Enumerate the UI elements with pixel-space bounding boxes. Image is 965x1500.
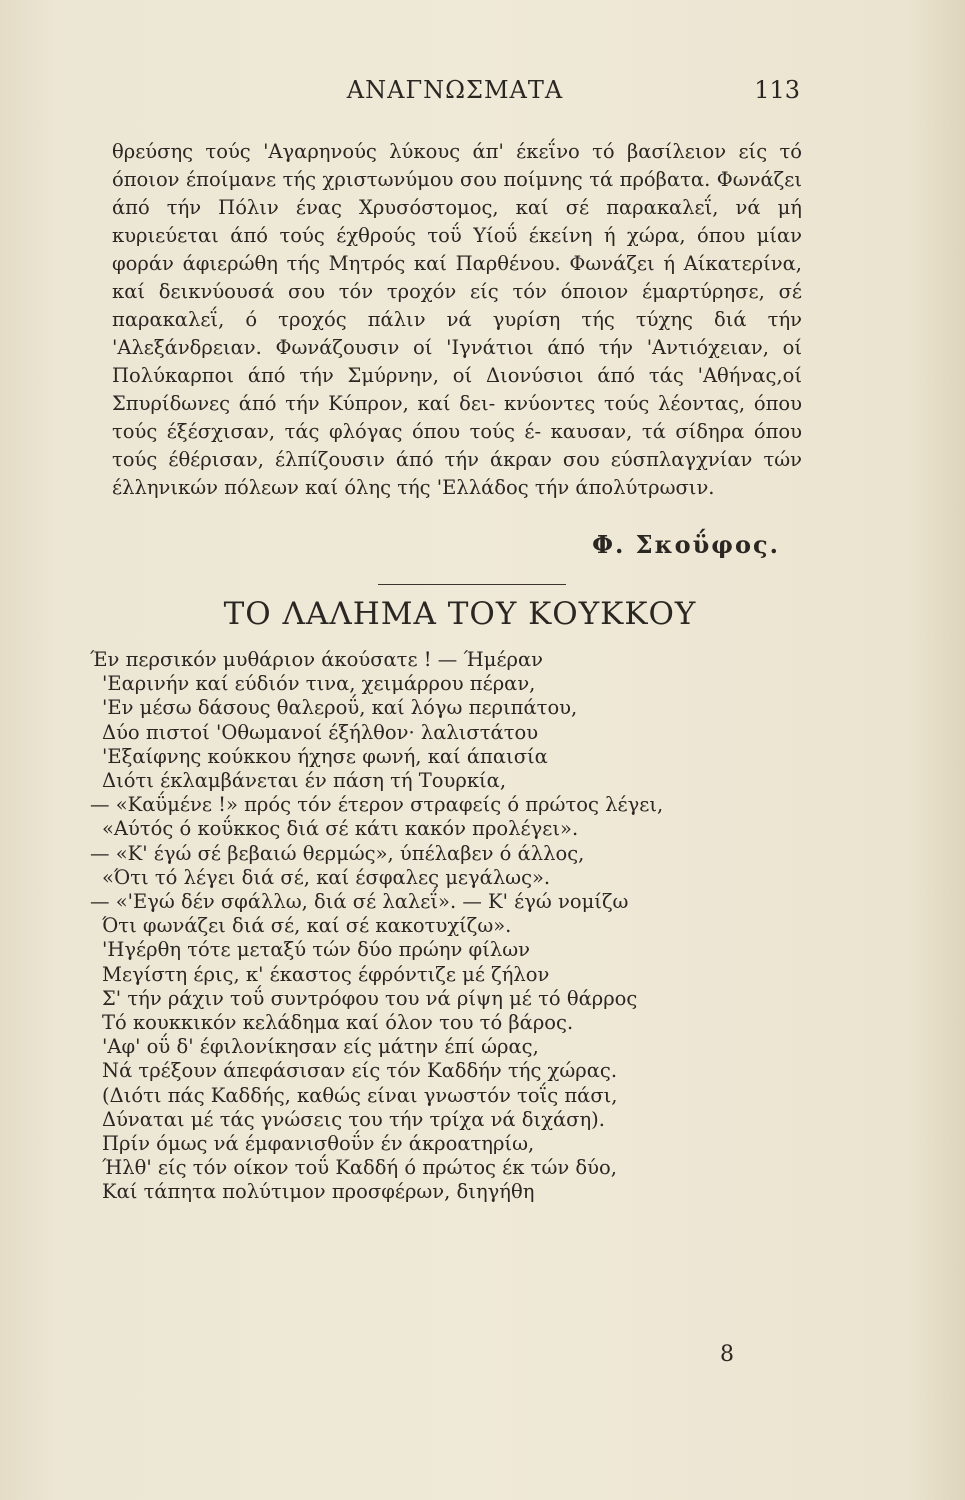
author-signature: Φ. Σκοΰφος. xyxy=(592,530,780,559)
poem-line: Τό κουκκικόν κελάδημα καί όλον του τό βάρος. xyxy=(102,1011,574,1035)
poem-line: Δύναται μέ τάς γνώσεις του τήν τρίχα νά διχάση). xyxy=(102,1107,605,1131)
poem-line: 'Εαρινήν καί εύδιόν τινα, χειμάρρου πέραν, xyxy=(102,672,536,696)
poem-line: Έν περσικόν μυθάριον άκούσατε ! — Ήμέραν xyxy=(90,648,544,671)
poem-line: — «Κ' έγώ σέ βεβαιώ θερμώς», ύπέλαβεν ό άλλος, xyxy=(90,841,585,865)
poem-line: Πρίν όμως νά έμφανισθοΰν έν άκροατηρίω, xyxy=(102,1132,535,1156)
page-number: 113 xyxy=(754,76,800,104)
prose-block xyxy=(112,138,802,502)
poem-line: Σ' τήν ράχιν τοΰ συντρόφου του νά ρίψη μέ τό θάρρος xyxy=(102,986,638,1010)
prose-paragraph: θρεύσης τούς 'Αγαρηνούς λύκους άπ' έκεΐνο τό βασίλειον είς τό όποιον έποίμανε τής χριστωνύμου σου ποίμνης τά πρόβατα. Φωνάζει άπό τήν Πόλιν ένας Χρυσόστομος, καί σέ παρακαλεΐ, νά μή κυριεύεται άπό τούς έχθρούς τοΰ Υίοΰ έκείνη ή χώρα, όπου μίαν φοράν άφιερώθη τής Μητρός καί Παρθένου. Φωνάζει ή Αίκατερίνα, καί δεικνύουσά σου τόν τροχόν είς τόν όποιον έμαρτύρησε, σέ παρακαλεΐ, ό τροχός πάλιν νά γυρίση τής τύχης διά τήν 'Αλεξάνδρειαν. Φωνάζουσιν οί 'Ιγνάτιοι άπό τήν 'Αντιόχειαν, οί Πολύκαρποι άπό τήν Σμύρνην, οί Διονύσιοι άπό τάς 'Αθήνας,οί Σπυρίδωνες άπό τήν Κύπρον, καί δει- κνύοντες τούς λέοντας, όπου τούς έξέσχισαν, τάς φλόγας όπου τούς έ- καυσαν, τά σίδηρα όπου τούς έθέρισαν, έλπίζουσιν άπό τήν άκραν σου εύσπλαγχνίαν τών έλληνικών πόλεων καί όλης τής 'Ελλάδος τήν άπολύτρωσιν. xyxy=(112,140,802,499)
page-header xyxy=(110,76,800,116)
poem-line: Διότι έκλαμβάνεται έν πάση τή Τουρκία, xyxy=(102,769,507,793)
poem-title: ΤΟ ΛΑΛΗΜΑ ΤΟΥ ΚΟΥΚΚΟΥ xyxy=(223,596,697,632)
poem-line: 'Εξαίφνης κούκκου ήχησε φωνή, καί άπαισία xyxy=(102,744,548,768)
poem-line: (Διότι πάς Καδδής, καθώς είναι γνωστόν τοΐς πάσι, xyxy=(102,1083,618,1107)
poem-line: «Ότι τό λέγει διά σέ, καί έσφαλες μεγάλως». xyxy=(102,865,551,889)
poem-line: Νά τρέξουν άπεφάσισαν είς τόν Καδδήν τής χώρας. xyxy=(102,1059,618,1083)
poem-line: Καί τάπητα πολύτιμον προσφέρων, διηγήθη xyxy=(102,1180,535,1204)
poem-line: Μεγίστη έρις, κ' έκαστος έφρόντιζε μέ ζήλον xyxy=(102,962,550,986)
poem-line: 'Ηγέρθη τότε μεταξύ τών δύο πρώην φίλων xyxy=(102,938,530,962)
signature-number: 8 xyxy=(720,1342,734,1367)
poem-line: 'Αφ' οΰ δ' έφιλονίκησαν είς μάτην έπί ώρας, xyxy=(102,1035,539,1059)
running-title: ΑΝΑΓΝΩΣΜΑΤΑ xyxy=(346,76,564,104)
poem-line: Δύο πιστοί 'Οθωμανοί έξήλθον· λαλιστάτου xyxy=(102,720,539,744)
section-divider xyxy=(378,584,566,585)
poem-line: 'Εν μέσω δάσους θαλεροΰ, καί λόγω περιπάτου, xyxy=(102,696,578,720)
poem-line: Ήλθ' είς τόν οίκον τοΰ Καδδή ό πρώτος έκ τών δύο, xyxy=(102,1156,617,1180)
poem-line: — «'Εγώ δέν σφάλλω, διά σέ λαλεΐ». — Κ' έγώ νομίζω xyxy=(90,890,629,914)
poem-body xyxy=(90,648,790,1205)
poem-line: «Αύτός ό κοΰκκος διά σέ κάτι κακόν προλέγει». xyxy=(102,817,579,841)
poem-line: Ότι φωνάζει διά σέ, καί σέ κακοτυχίζω». xyxy=(102,914,512,938)
poem-line: — «Καΰμένε !» πρός τόν έτερον στραφείς ό πρώτος λέγει, xyxy=(90,793,664,817)
